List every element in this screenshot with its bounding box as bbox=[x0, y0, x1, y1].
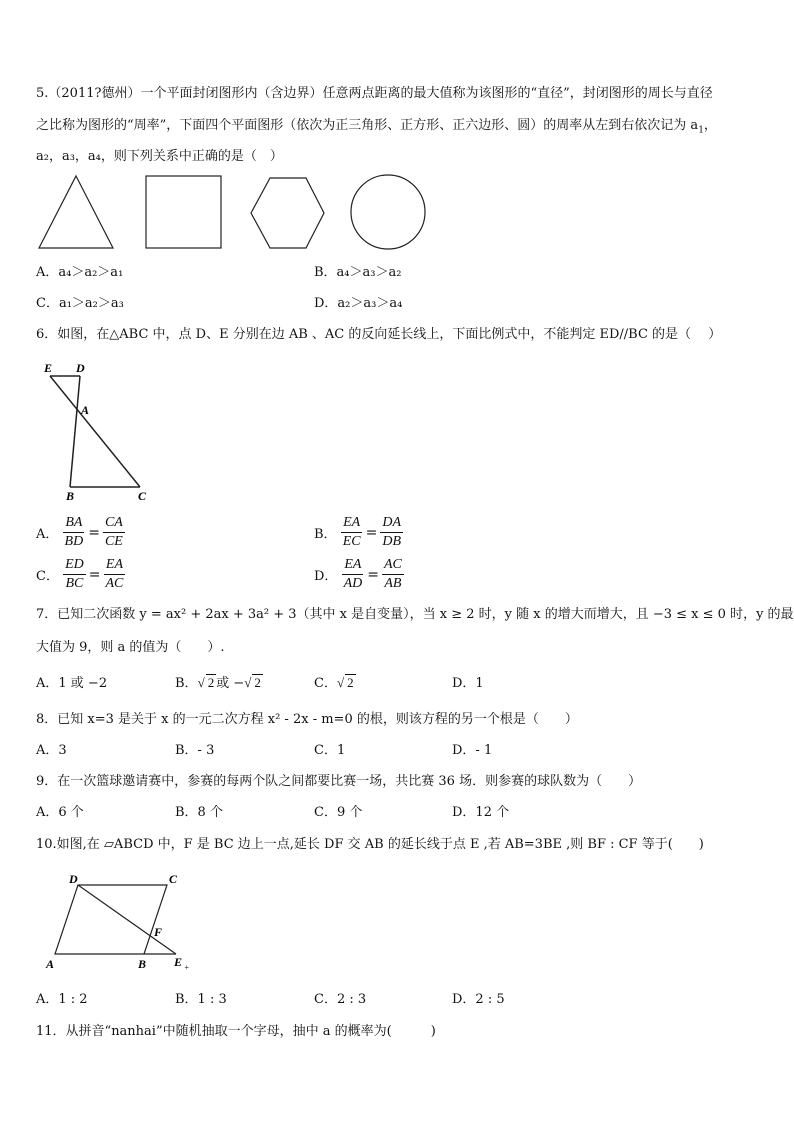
q6-b-l-den: EC bbox=[342, 534, 361, 549]
q5-stem-line3: a₂，a₃，a₄，则下列关系中正确的是（ ） bbox=[36, 149, 283, 164]
q5-option-b[interactable]: B．a₄＞a₃＞a₂ bbox=[314, 265, 402, 280]
q6-option-b-left-fraction bbox=[341, 514, 363, 551]
q6-option-d-prefix: D． bbox=[314, 569, 338, 584]
q9-option-b[interactable]: B．8 个 bbox=[175, 805, 223, 820]
q10-parallelogram bbox=[55, 885, 167, 954]
q6-option-a-left-fraction bbox=[63, 514, 86, 551]
q5-shapes-figure bbox=[36, 172, 436, 252]
q7-option-c[interactable] bbox=[314, 672, 356, 691]
q6-c-l-den: BC bbox=[65, 576, 84, 591]
q5-option-d[interactable]: D．a₂＞a₃＞a₄ bbox=[314, 296, 403, 311]
q6-b-l-num: EA bbox=[341, 514, 362, 533]
q6-option-d-right-fraction bbox=[382, 556, 404, 593]
sqrt-icon bbox=[337, 674, 356, 691]
q6-b-r-num: DA bbox=[380, 514, 403, 533]
q8-option-b[interactable]: B．- 3 bbox=[175, 743, 215, 758]
q7-option-b-prefix: B． bbox=[175, 676, 198, 691]
q5-stem-line2-sub: 1 bbox=[698, 125, 704, 136]
q6-c-r-den: AC bbox=[105, 576, 124, 591]
circle-shape bbox=[351, 175, 425, 249]
q6-d-l-den: AD bbox=[343, 576, 363, 591]
q6-label-d: D bbox=[76, 361, 85, 375]
q6-option-a-right-fraction bbox=[103, 514, 125, 551]
q7-c-sqrt-sign: √ bbox=[336, 675, 345, 690]
hexagon-shape bbox=[251, 178, 324, 248]
q10-stem: 10.如图,在 ▱ABCD 中，F 是 BC 边上一点,延长 DF 交 AB 的延长线于点 E ,若 AB=3BE ,则 BF : CF 等于( ) bbox=[36, 837, 704, 852]
q6-a-l-num: BA bbox=[63, 514, 84, 533]
q6-a-l-den: BD bbox=[64, 534, 84, 549]
q6-line-ec bbox=[50, 376, 140, 487]
q6-option-b[interactable] bbox=[314, 514, 403, 551]
q6-a-equals: = bbox=[88, 524, 100, 541]
q5-stem-line2 bbox=[36, 114, 717, 136]
square-shape bbox=[146, 176, 221, 248]
q6-c-r-num: EA bbox=[104, 556, 125, 575]
q7-option-c-prefix: C． bbox=[314, 676, 337, 691]
q8-stem: 8．已知 x=3 是关于 x 的一元二次方程 x² - 2x - m=0 的根，则该方程的另一个根是（ ） bbox=[36, 712, 578, 727]
q7-b-sqrt-sign-2: √ bbox=[244, 675, 252, 690]
q7-option-b-mid: 或 − bbox=[216, 676, 245, 691]
q9-option-c[interactable]: C．9 个 bbox=[314, 805, 363, 820]
sqrt-icon bbox=[244, 674, 263, 691]
q7-b-radicand-1: 2 bbox=[207, 675, 215, 690]
q10-label-d: D bbox=[69, 872, 78, 886]
q9-option-a[interactable]: A．6 个 bbox=[36, 805, 84, 820]
q7-option-b[interactable] bbox=[175, 672, 263, 691]
q6-option-d[interactable] bbox=[314, 556, 404, 593]
q8-option-d[interactable]: D．- 1 bbox=[452, 743, 493, 758]
q6-stem: 6．如图，在△ABC 中，点 D、E 分别在边 AB 、AC 的反向延长线上，下面比例式中，不能判定 ED//BC 的是（ ） bbox=[36, 327, 722, 342]
q9-stem: 9．在一次篮球邀请赛中，参赛的每两个队之间都要比赛一场，共比赛 36 场．则参赛的球队数为（ ） bbox=[36, 774, 642, 789]
q7-option-d[interactable]: D．1 bbox=[452, 676, 484, 691]
q10-option-d[interactable]: D．2 : 5 bbox=[452, 992, 505, 1007]
q10-parallelogram-figure bbox=[36, 866, 206, 976]
q6-triangle-figure bbox=[36, 358, 166, 503]
q10-label-a: A bbox=[46, 957, 55, 971]
q10-option-c[interactable]: C．2 : 3 bbox=[314, 992, 367, 1007]
q5-stem-line2-comma: ， bbox=[703, 118, 717, 133]
q5-option-a[interactable]: A．a₄＞a₂＞a₁ bbox=[36, 265, 124, 280]
q5-stem-line2-text: 之比称为图形的“周率”，下面四个平面图形（依次为正三角形、正方形、正六边形、圆）的周率从左到右依次记为 a bbox=[36, 118, 699, 133]
q6-line-db bbox=[70, 376, 80, 487]
q10-option-a[interactable]: A．1 : 2 bbox=[36, 992, 88, 1007]
q6-a-r-num: CA bbox=[103, 514, 125, 533]
q10-label-b: B bbox=[138, 957, 147, 971]
q6-label-e: E bbox=[44, 361, 53, 375]
q7-option-a[interactable]: A．1 或 −2 bbox=[36, 676, 108, 691]
q10-label-c: C bbox=[169, 872, 178, 886]
q5-stem-line1: 5.（2011?德州）一个平面封闭图形内（含边界）任意两点距离的最大值称为该图形的“直径”，封闭图形的周长与直径 bbox=[36, 86, 713, 101]
q6-option-c-prefix: C． bbox=[36, 569, 59, 584]
q7-b-sqrt-sign-1: √ bbox=[197, 675, 205, 690]
q6-option-d-left-fraction bbox=[342, 556, 365, 593]
q8-option-a[interactable]: A．3 bbox=[36, 743, 67, 758]
q6-d-l-num: EA bbox=[342, 556, 363, 575]
q10-option-b[interactable]: B．1 : 3 bbox=[175, 992, 227, 1007]
q7-stem-line1: 7．已知二次函数 y = ax² + 2ax + 3a² + 3（其中 x 是自变量），当 x ≥ 2 时，y 随 x 的增大而增大，且 −3 ≤ x ≤ 0 时，y 的最 bbox=[36, 607, 794, 622]
q10-label-e: E bbox=[174, 955, 183, 969]
q6-d-equals: = bbox=[367, 566, 379, 583]
q7-b-radicand-2: 2 bbox=[254, 675, 261, 690]
q6-option-c[interactable] bbox=[36, 556, 125, 593]
q6-option-b-prefix: B． bbox=[314, 527, 337, 542]
q6-c-l-num: ED bbox=[63, 556, 86, 575]
q6-option-c-right-fraction bbox=[104, 556, 126, 593]
q8-option-c[interactable]: C．1 bbox=[314, 743, 346, 758]
q6-b-r-den: DB bbox=[382, 534, 401, 549]
q6-label-a: A bbox=[81, 403, 90, 417]
sqrt-icon bbox=[198, 674, 217, 691]
q6-a-r-den: CE bbox=[104, 534, 123, 549]
q6-option-a-prefix: A． bbox=[36, 527, 59, 542]
q6-option-b-right-fraction bbox=[380, 514, 403, 551]
q10-label-mark: + bbox=[184, 963, 190, 972]
q6-option-a[interactable] bbox=[36, 514, 125, 551]
q6-option-c-left-fraction bbox=[63, 556, 86, 593]
q6-d-r-num: AC bbox=[382, 556, 404, 575]
q11-stem: 11．从拼音“nanhai”中随机抽取一个字母，抽中 a 的概率为( ) bbox=[36, 1024, 436, 1039]
equilateral-triangle-shape bbox=[39, 176, 113, 248]
q7-stem-line2: 大值为 9，则 a 的值为（ ）. bbox=[36, 640, 225, 655]
q6-d-r-den: AB bbox=[384, 576, 402, 591]
q6-label-c: C bbox=[138, 489, 147, 503]
q10-line-de bbox=[78, 885, 176, 954]
q6-label-b: B bbox=[66, 489, 75, 503]
q10-label-f: F bbox=[154, 925, 163, 939]
q5-option-c[interactable]: C．a₁＞a₂＞a₃ bbox=[36, 296, 124, 311]
q9-option-d[interactable]: D．12 个 bbox=[452, 805, 510, 820]
q6-c-equals: = bbox=[88, 566, 101, 583]
q7-c-radicand: 2 bbox=[347, 675, 354, 690]
q6-b-equals: = bbox=[365, 524, 378, 541]
